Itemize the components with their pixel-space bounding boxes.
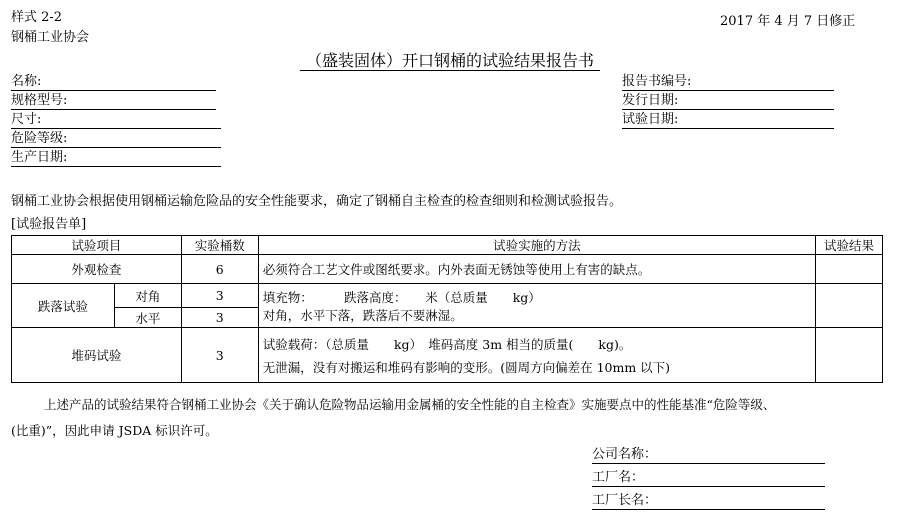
- association-name: 钢桶工业协会: [11, 30, 90, 45]
- table-header-row: [12, 236, 883, 255]
- stack-method-line2: 无泄漏，没有对搬运和堆码有影响的变形。(圆周方向偏差在 10mm 以下): [262, 359, 671, 375]
- field-production-date[interactable]: 生产日期:: [11, 149, 221, 167]
- table-row: [12, 284, 883, 308]
- section-label: [试验报告单]: [11, 217, 87, 232]
- stack-method-line1: 试验载荷：（总质量 kg） 堆码高度 3m 相当的质量( kg)。: [262, 336, 632, 352]
- stack-item: 堆码试验: [12, 328, 182, 383]
- field-company-name[interactable]: 公司名称：: [592, 446, 825, 464]
- stack-count: 3: [181, 328, 258, 383]
- field-test-date[interactable]: 试验日期:: [622, 111, 834, 129]
- revision-date: 2017 年 4 月 7 日修正: [720, 14, 856, 29]
- form-number: 样式 2-2: [11, 10, 63, 25]
- conclusion-line1: 上述产品的试验结果符合钢桶工业协会《关于确认危险物品运输用金属桶的安全性能的自主检查》实施要点中的性能基准“危险等级、: [44, 397, 776, 412]
- field-spec[interactable]: 规格型号:: [11, 92, 216, 110]
- conclusion-line2: (比重)”，因此申请 JSDA 标识许可。: [11, 423, 218, 438]
- table-row: [12, 328, 883, 383]
- drop-result[interactable]: [816, 284, 883, 328]
- field-issue-date[interactable]: 发行日期:: [622, 92, 834, 110]
- header-count: 实验桶数: [181, 236, 258, 255]
- drop-count-horizontal: 3: [181, 308, 258, 328]
- drop-method: [258, 284, 815, 328]
- drop-count-diagonal: 3: [181, 284, 258, 308]
- appearance-item: 外观检查: [12, 255, 182, 284]
- header-result: 试验结果: [816, 236, 883, 255]
- drop-method-line1: 填充物： 跌落高度： 米（总质量 kg）: [262, 289, 541, 305]
- stack-result[interactable]: [816, 328, 883, 383]
- drop-sub-diagonal: 对角: [114, 284, 181, 308]
- field-danger-level[interactable]: 危险等级:: [11, 130, 221, 148]
- intro-text: 钢桶工业协会根据使用钢桶运输危险品的安全性能要求，确定了钢桶自主检查的检查细则和检测试验报告。: [11, 194, 623, 209]
- field-size[interactable]: 尺寸:: [11, 111, 221, 129]
- table-row: [12, 255, 883, 284]
- appearance-count: 6: [181, 255, 258, 284]
- field-factory-manager[interactable]: 工厂长名：: [592, 492, 825, 510]
- field-factory-name[interactable]: 工厂名：: [592, 469, 825, 487]
- drop-method-line2: 对角，水平下落，跌落后不要淋湿。: [262, 307, 463, 323]
- field-name[interactable]: 名称:: [11, 73, 216, 91]
- appearance-result[interactable]: [816, 255, 883, 284]
- stack-method: [258, 328, 815, 383]
- drop-item: 跌落试验: [12, 284, 115, 328]
- drop-sub-horizontal: 水平: [114, 308, 181, 328]
- field-report-number[interactable]: 报告书编号:: [622, 73, 834, 91]
- report-table: [11, 235, 883, 383]
- page-title: （盛装固体）开口钢桶的试验结果报告书: [0, 48, 900, 71]
- appearance-method: 必须符合工艺文件或图纸要求。内外表面无锈蚀等使用上有害的缺点。: [258, 255, 815, 284]
- header-test-item: 试验项目: [12, 236, 182, 255]
- header-method: 试验实施的方法: [258, 236, 815, 255]
